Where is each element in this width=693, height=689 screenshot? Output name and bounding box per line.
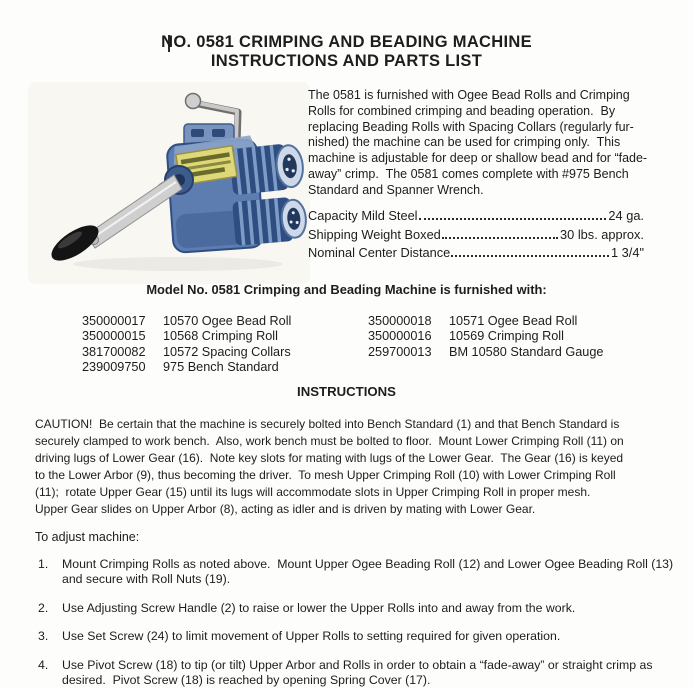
intro-line: Rolls for combined crimping and beading operation. By xyxy=(308,103,616,118)
part-number: 381700082 xyxy=(82,344,146,359)
part-number: 350000017 xyxy=(82,314,146,328)
part-row xyxy=(368,329,693,344)
caution-line: Upper Gear slides on Upper Arbor (8), acting as idler and is driven by mating with Lower Gear. xyxy=(35,501,536,516)
dot-leader xyxy=(442,237,558,239)
title-line-1: NO. 0581 CRIMPING AND BEADING MACHINE xyxy=(161,33,532,51)
spec-row-weight xyxy=(308,226,644,245)
spec-label: Nominal Center Distance xyxy=(308,245,451,260)
part-number: 350000018 xyxy=(368,314,432,328)
part-name: 10570 Ogee Bead Roll xyxy=(163,314,292,328)
part-row xyxy=(368,314,693,329)
step-item xyxy=(38,557,683,588)
part-name: 10572 Spacing Collars xyxy=(163,344,291,359)
instructions-heading: INSTRUCTIONS xyxy=(297,383,396,399)
part-number: 239009750 xyxy=(82,360,146,375)
spec-row-center-distance xyxy=(308,244,644,263)
adjustment-steps xyxy=(38,557,683,689)
furnished-heading: Model No. 0581 Crimping and Beading Machine is furnished with: xyxy=(146,282,547,297)
caution-line: to the Lower Arbor (9), thus becoming the driver. To mesh Upper Crimping Roll (10) with Lower Crimping Roll xyxy=(35,467,616,482)
spec-value: 30 lbs. approx. xyxy=(560,226,644,242)
spec-list xyxy=(308,207,644,263)
adjusting-screw-ball xyxy=(186,94,201,109)
lower-section xyxy=(0,283,693,689)
intro-line: machine is adjustable for deep or shallow bead and for “fade- xyxy=(308,151,648,166)
intro-line: replacing Beading Rolls with Spacing Collars (regularly fur- xyxy=(308,119,634,134)
part-name: 10569 Crimping Roll xyxy=(449,329,564,344)
machine-photo xyxy=(28,82,310,284)
document-title xyxy=(0,33,693,71)
dot-leader xyxy=(419,218,607,220)
part-row xyxy=(82,360,368,375)
part-name: 975 Bench Standard xyxy=(163,360,279,375)
intro-paragraph xyxy=(308,88,686,199)
part-row xyxy=(82,314,368,329)
intro-line: nished) the machine can be used for crimping only. This xyxy=(308,135,621,150)
part-row xyxy=(368,345,693,360)
lower-roll xyxy=(232,196,308,246)
spec-row-capacity xyxy=(308,207,644,226)
spec-label: Shipping Weight Boxed xyxy=(308,226,441,242)
caution-paragraph xyxy=(35,416,693,518)
caution-line: driving lugs of Lower Gear (16). Note key slots for mating with lugs of the Lower Gear. The Gear (16) is keyed xyxy=(35,450,624,465)
dot-leader xyxy=(451,255,609,257)
step-item xyxy=(38,629,683,645)
title-line-2: INSTRUCTIONS AND PARTS LIST xyxy=(210,52,483,70)
step-item xyxy=(38,601,683,617)
part-name: 10571 Ogee Bead Roll xyxy=(449,314,578,328)
spec-label: Capacity Mild Steel xyxy=(308,208,418,223)
step-number: 4. xyxy=(38,657,49,672)
step-text: Use Adjusting Screw Handle (2) to raise or lower the Upper Rolls into and away from the work. xyxy=(62,600,576,615)
step-text: Use Set Screw (24) to limit movement of Upper Rolls to setting required for given operation. xyxy=(62,629,561,644)
step-text: Mount Crimping Rolls as noted above. Mount Upper Ogee Beading Roll (12) and Lower Ogee Beading Roll (13) and secure with Roll Nuts (19). xyxy=(62,556,677,587)
intro-line: Standard and Spanner Wrench. xyxy=(308,182,484,197)
spec-value: 24 ga. xyxy=(608,208,644,223)
part-name: BM 10580 Standard Gauge xyxy=(449,344,604,359)
part-row xyxy=(82,345,368,360)
intro-line: away” crimp. The 0581 comes complete with #975 Bench xyxy=(308,166,629,181)
parts-column-left xyxy=(82,314,368,376)
parts-column-right xyxy=(368,314,693,376)
part-number: 350000015 xyxy=(82,329,146,344)
adjust-machine-intro: To adjust machine: xyxy=(35,529,140,544)
spec-value: 1 3/4" xyxy=(610,245,644,260)
part-number: 350000016 xyxy=(368,329,432,344)
step-number: 3. xyxy=(38,629,49,644)
step-number: 2. xyxy=(38,600,49,615)
part-name: 10568 Crimping Roll xyxy=(163,329,278,344)
part-row xyxy=(82,329,368,344)
part-number: 259700013 xyxy=(368,344,432,359)
caution-line: CAUTION! Be certain that the machine is securely bolted into Bench Standard (1) and that Bench Standard is xyxy=(35,416,620,431)
caution-line: securely clamped to work bench. Also, work bench must be bolted to floor. Mount Lower Crimping Roll (11) on xyxy=(35,433,624,448)
caution-line: (11); rotate Upper Gear (15) until its lugs will accommodate slots in Upper Crimping Roll in proper mesh. xyxy=(35,484,591,499)
machine-illustration xyxy=(28,82,310,284)
upper-roll xyxy=(229,142,305,195)
step-item xyxy=(38,658,683,689)
parts-list xyxy=(82,314,693,376)
step-number: 1. xyxy=(38,556,49,571)
step-text: Use Pivot Screw (18) to tip (or tilt) Upper Arbor and Rolls in order to obtain a “fade-away” or straight crimp as desired. Pivot Screw (18) is reached by opening Spring Cover (17). xyxy=(62,657,656,688)
intro-line: The 0581 is furnished with Ogee Bead Rolls and Crimping xyxy=(308,88,630,102)
crank-arm xyxy=(86,175,182,248)
